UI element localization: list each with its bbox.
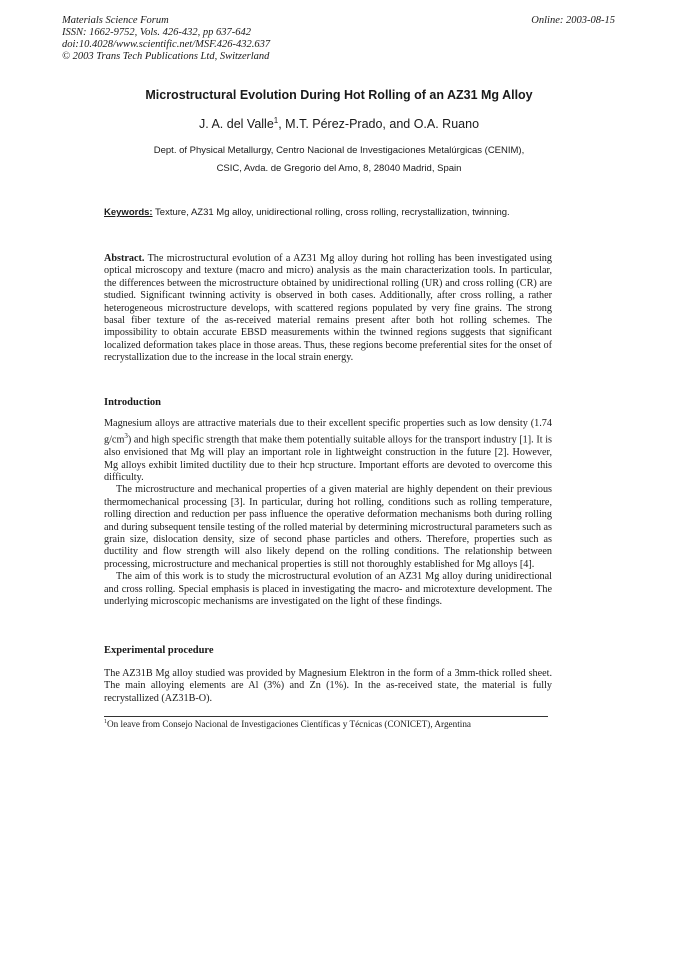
keywords [104, 207, 510, 218]
footnote-divider [104, 716, 548, 717]
issn-line: ISSN: 1662-9752, Vols. 426-432, pp 637-642 [62, 27, 251, 38]
footnote-mark: 1 [104, 719, 107, 725]
affiliation-line-2: CSIC, Avda. de Gregorio del Amo, 8, 28040 Madrid, Spain [216, 163, 462, 174]
author-footnote-mark: 1 [273, 116, 279, 125]
keywords-text: Texture, AZ31 Mg alloy, unidirectional rolling, cross rolling, recrystallization, twinning. [152, 207, 510, 218]
journal-name: Materials Science Forum [62, 15, 169, 26]
abstract-text: The microstructural evolution of a AZ31 Mg alloy during hot rolling has been investigated using optical microscopy and texture (macro and micro) analysis as the main characterization tools. In particular, the differences between the microstructure obtained by unidirectional rolling (UR) and cross rolling (CR) are studied. Significant twinning activity is observed in both cases. Additionally, after cross rolling, a rather heterogeneous microstructure develops, with scattered regions populated by very fine grains. The strong basal fiber texture of the as-received material remains present after both hot rolling schemes. The impossibility to obtain accurate EBSD measurements within the twinned regions suggests that significant localized deformation takes place in those areas. Thus, these regions become preferential sites for the onset of recrystallization due to the increase in the local strain energy. [104, 253, 552, 364]
online-date: Online: 2003-08-15 [531, 15, 615, 26]
affiliation-line-1: Dept. of Physical Metallurgy, Centro Nacional de Investigaciones Metalúrgicas (CENIM), [153, 145, 525, 156]
author-first: J. A. del Valle [198, 117, 274, 132]
introduction-body [104, 418, 552, 608]
author-list [0, 116, 678, 131]
abstract-label: Abstract. [104, 253, 145, 264]
intro-paragraph-3: The aim of this work is to study the microstructural evolution of an AZ31 Mg alloy during unidirectional and cross rolling. Special emphasis is placed in investigating the macro- and microtexture development. The underlying microscopic mechanisms are investigated on the light of these findings. [104, 571, 552, 608]
author-others: , M.T. Pérez-Prado, and O.A. Ruano [278, 117, 480, 132]
publication-info [62, 15, 270, 63]
footnote-text: On leave from Consejo Nacional de Investigaciones Científicas y Técnicas (CONICET), Argentina [107, 719, 471, 730]
intro-paragraph-1: Magnesium alloys are attractive materials due to their excellent specific properties such as low density (1.74 $g/cm^3$) and high specific strength that make them potentially suitable alloys for the transport industry [1]. It is also envisioned that Mg will play an important role in lightweight construction in the future [2]. However, Mg alloys exhibit limited ductility due to their hcp structure. Important efforts are devoted to overcome this difficulty. [104, 418, 552, 484]
experimental-heading: Experimental procedure [104, 645, 214, 656]
introduction-heading: Introduction [104, 397, 161, 408]
doi-line[interactable]: doi:10.4028/www.scientific.net/MSF.426-432.637 [62, 39, 271, 50]
footnote [104, 719, 471, 729]
copyright-line: © 2003 Trans Tech Publications Ltd, Switzerland [62, 51, 270, 62]
paper-title: Microstructural Evolution During Hot Rolling of an AZ31 Mg Alloy [145, 88, 533, 102]
intro-paragraph-2: The microstructure and mechanical properties of a given material are highly dependent on their previous thermomechanical processing [3]. In particular, during hot rolling, conditions such as rolling temperature, rolling direction and reduction per pass influence the operative deformation mechanisms both during rolling and during subsequent tensile testing of the rolled material by determining microstructural parameters such as grain size, dislocation density, size of second phase particles and others. Therefore, properties such as ductility and flow strength will also likely depend on the rolling conditions. The relationship between processing, microstructure and mechanical properties is still not thoroughly established for Mg alloys [4]. [104, 484, 552, 570]
keywords-label: Keywords: [104, 207, 153, 218]
affiliation [0, 142, 678, 178]
abstract [104, 253, 552, 365]
experimental-paragraph-1: The AZ31B Mg alloy studied was provided by Magnesium Elektron in the form of a 3mm-thick rolled sheet. The main alloying elements are Al (3%) and Zn (1%). In the as-received state, the material is fully recrystallized (AZ31B-O). [104, 668, 552, 704]
